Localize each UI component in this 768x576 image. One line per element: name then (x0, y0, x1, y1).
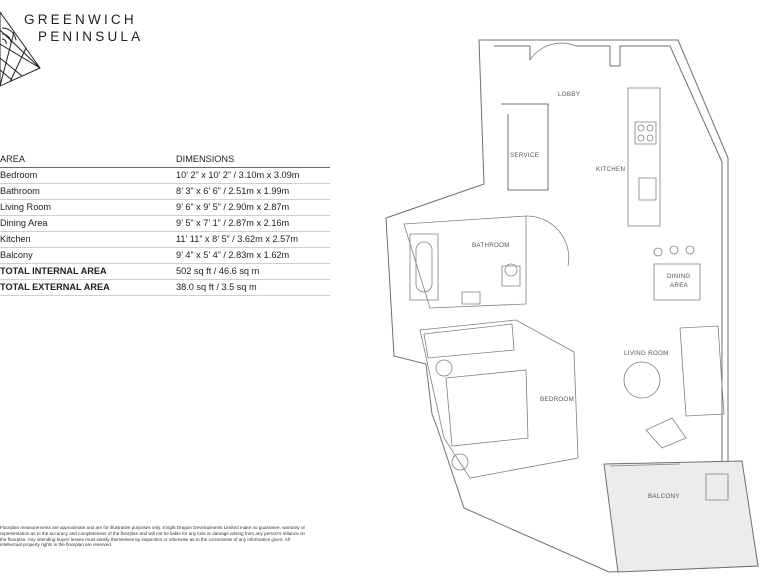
area-name: Balcony (0, 248, 176, 264)
area-name: Bathroom (0, 184, 176, 200)
table-row (0, 184, 330, 200)
lobby-door (530, 43, 576, 60)
brand-line-2: PENINSULA (38, 29, 144, 44)
armchair-icon (646, 418, 686, 448)
area-dimensions: 11’ 11” x 8’ 5” / 3.62m x 2.57m (176, 232, 330, 248)
label-dining-line1: DINING (667, 273, 691, 280)
sofa-icon (680, 326, 724, 416)
total-row (0, 264, 330, 280)
label-lobby: LOBBY (558, 91, 581, 98)
table-row (0, 216, 330, 232)
total-row (0, 280, 330, 296)
area-dimensions: 9’ 5” x 7’ 1” / 2.87m x 2.16m (176, 216, 330, 232)
label-service: SERVICE (510, 152, 540, 159)
kitchen-counter (628, 88, 660, 226)
bathroom-wall (404, 216, 526, 308)
table-row (0, 168, 330, 184)
stool-icon (654, 248, 662, 256)
brand-wordmark (24, 11, 143, 45)
label-bedroom: BEDROOM (540, 396, 575, 403)
total-label: TOTAL EXTERNAL AREA (0, 280, 176, 296)
header-area: AREA (0, 152, 176, 168)
coffee-table-icon (624, 362, 660, 398)
balcony-area (604, 461, 758, 572)
inner-wall (494, 46, 722, 462)
floor-plan (380, 38, 768, 576)
table-header-row (0, 152, 330, 168)
table-row (0, 248, 330, 264)
label-bathroom: BATHROOM (472, 242, 510, 249)
table-row (0, 200, 330, 216)
label-balcony: BALCONY (648, 493, 680, 500)
bathtub-icon (410, 234, 438, 300)
wardrobe-icon (424, 324, 514, 358)
bathroom-door (526, 216, 569, 266)
label-dining-line2: AREA (670, 282, 689, 289)
area-name: Dining Area (0, 216, 176, 232)
sink-icon (639, 178, 656, 200)
area-name: Bedroom (0, 168, 176, 184)
table-row (0, 232, 330, 248)
brand-line-1: GREENWICH (24, 12, 137, 27)
label-kitchen: KITCHEN (596, 166, 626, 173)
header-dimensions: DIMENSIONS (176, 152, 330, 168)
area-dimensions: 10’ 2” x 10’ 2” / 3.10m x 3.09m (176, 168, 330, 184)
bed-icon (446, 370, 528, 446)
area-dimensions-table (0, 152, 330, 296)
total-value: 502 sq ft / 46.6 sq m (176, 264, 330, 280)
basin-icon (462, 292, 480, 304)
area-dimensions: 9’ 4” x 5’ 4” / 2.83m x 1.62m (176, 248, 330, 264)
area-name: Living Room (0, 200, 176, 216)
hob-icon (635, 122, 656, 144)
disclaimer-text: Floorplan measurements are approximate and are for illustrative purposes only. Knight Dragon Developments Limited make no guarantee, warranty or representation as to the accuracy and completeness of the floorplan and will not be liable for any loss or damage arising from any person’s reliance on the floorplan. Any intending buyer/ lessee must satisfy themselves by inspection or otherwise as to the correctness of any information given. All intellectual property rights in the floorplan are reserved. (0, 525, 306, 548)
hob-ring (638, 125, 644, 131)
bedside-table-icon (436, 360, 452, 376)
total-value: 38.0 sq ft / 3.5 sq m (176, 280, 330, 296)
total-label: TOTAL INTERNAL AREA (0, 264, 176, 280)
label-living-room: LIVING ROOM (624, 350, 669, 357)
area-name: Kitchen (0, 232, 176, 248)
area-dimensions: 8’ 3” x 6’ 6” / 2.51m x 1.99m (176, 184, 330, 200)
area-dimensions: 9’ 6” x 9’ 5” / 2.90m x 2.87m (176, 200, 330, 216)
